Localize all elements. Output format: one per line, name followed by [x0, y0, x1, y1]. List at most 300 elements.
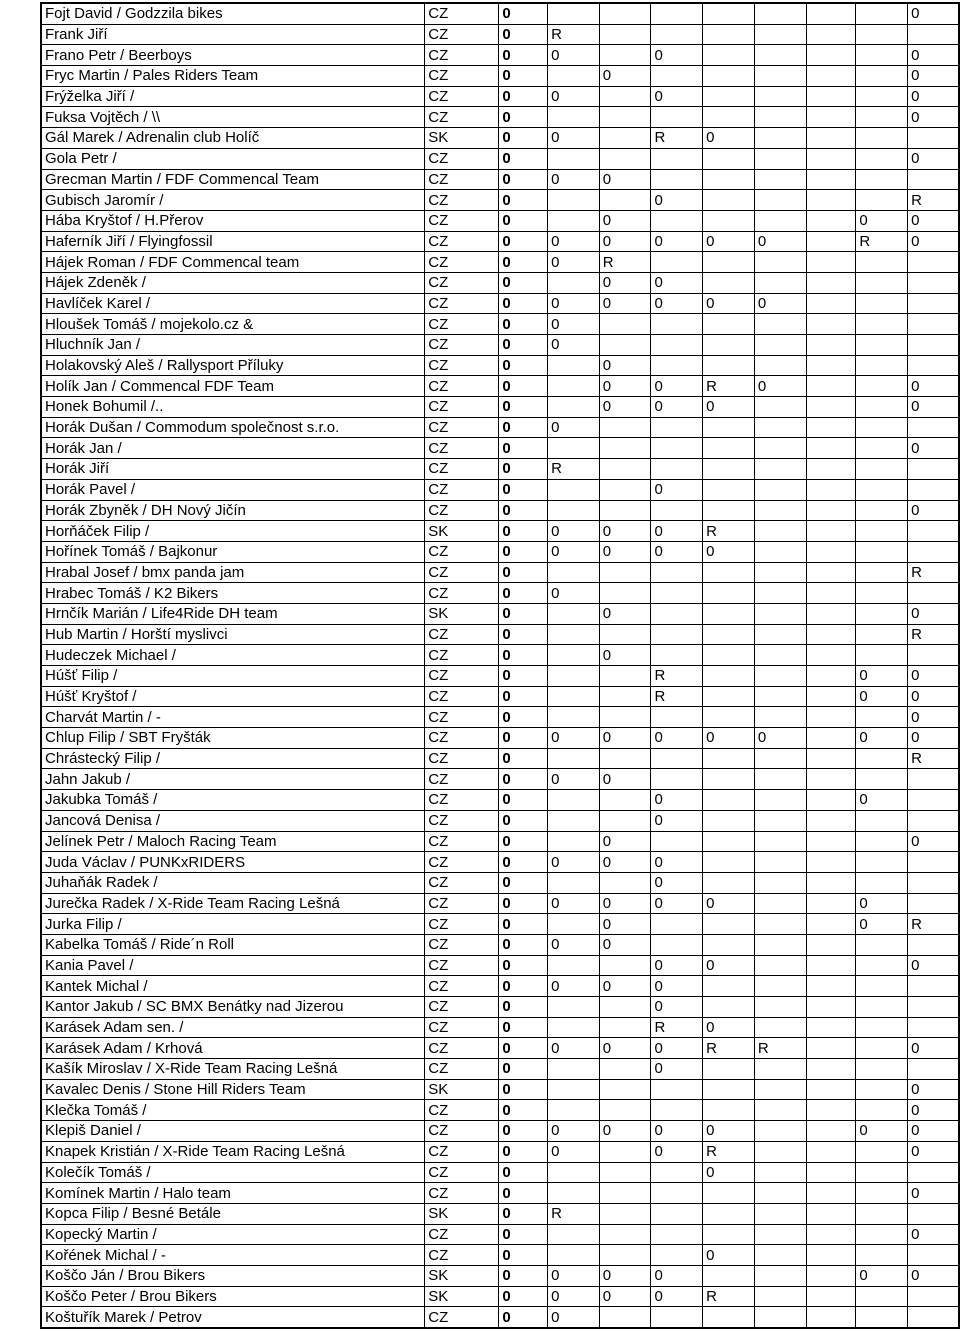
race-result-cell [754, 955, 806, 976]
score-cell: 0 [499, 355, 548, 376]
race-result-cell [651, 314, 703, 335]
country-cell: CZ [425, 810, 499, 831]
table-row [41, 976, 959, 997]
race-result-cell: 0 [651, 872, 703, 893]
country-cell: SK [425, 1203, 499, 1224]
race-result-cell [599, 748, 651, 769]
table-row [41, 852, 959, 873]
race-result-cell [651, 624, 703, 645]
race-result-cell [599, 3, 651, 24]
race-result-cell [754, 997, 806, 1018]
race-result-cell: R [703, 1038, 755, 1059]
race-result-cell [806, 1141, 856, 1162]
race-result-cell [806, 666, 856, 687]
race-result-cell [754, 707, 806, 728]
race-result-cell: 0 [908, 231, 959, 252]
score-cell: 0 [499, 1286, 548, 1307]
race-result-cell: 0 [754, 376, 806, 397]
country-cell: CZ [425, 955, 499, 976]
race-result-cell [548, 3, 600, 24]
table-row [41, 231, 959, 252]
race-result-cell [754, 3, 806, 24]
race-result-cell [754, 355, 806, 376]
race-result-cell: 0 [548, 893, 600, 914]
race-result-cell [856, 1162, 908, 1183]
race-result-cell [806, 603, 856, 624]
race-result-cell [806, 955, 856, 976]
race-result-cell: 0 [599, 210, 651, 231]
race-result-cell: 0 [599, 603, 651, 624]
score-cell: 0 [499, 1203, 548, 1224]
rider-name-cell: Fryc Martin / Pales Riders Team [41, 66, 425, 87]
race-result-cell [908, 541, 959, 562]
table-row [41, 3, 959, 24]
score-cell: 0 [499, 148, 548, 169]
table-row [41, 1224, 959, 1245]
race-result-cell [703, 1265, 755, 1286]
race-result-cell [856, 707, 908, 728]
race-result-cell [806, 355, 856, 376]
table-row [41, 66, 959, 87]
race-result-cell: 0 [651, 541, 703, 562]
race-result-cell [856, 252, 908, 273]
race-result-cell [599, 686, 651, 707]
table-row [41, 293, 959, 314]
score-cell: 0 [499, 1100, 548, 1121]
race-result-cell [599, 810, 651, 831]
race-result-cell [856, 583, 908, 604]
race-result-cell [548, 148, 600, 169]
country-cell: CZ [425, 500, 499, 521]
race-result-cell: 0 [599, 521, 651, 542]
country-cell: CZ [425, 914, 499, 935]
race-result-cell [754, 1286, 806, 1307]
race-result-cell [548, 1079, 600, 1100]
race-result-cell [806, 1059, 856, 1080]
race-result-cell: 0 [548, 231, 600, 252]
race-result-cell [754, 335, 806, 356]
country-cell: CZ [425, 852, 499, 873]
race-result-cell: 0 [599, 852, 651, 873]
race-result-cell [806, 45, 856, 66]
score-cell: 0 [499, 1038, 548, 1059]
race-result-cell [754, 190, 806, 211]
race-result-cell [703, 169, 755, 190]
rider-name-cell: Jakubka Tomáš / [41, 790, 425, 811]
race-result-cell [548, 355, 600, 376]
table-row [41, 1183, 959, 1204]
score-cell: 0 [499, 397, 548, 418]
rider-name-cell: Havlíček Karel / [41, 293, 425, 314]
race-result-cell [651, 169, 703, 190]
country-cell: CZ [425, 1017, 499, 1038]
race-result-cell [651, 769, 703, 790]
table-row [41, 934, 959, 955]
race-result-cell [856, 1141, 908, 1162]
race-result-cell [599, 1017, 651, 1038]
results-table-body [41, 3, 959, 1328]
race-result-cell [908, 272, 959, 293]
race-result-cell [754, 914, 806, 935]
rider-name-cell: Hrabec Tomáš / K2 Bikers [41, 583, 425, 604]
race-result-cell: 0 [651, 1141, 703, 1162]
rider-name-cell: Klečka Tomáš / [41, 1100, 425, 1121]
race-result-cell [806, 893, 856, 914]
country-cell: CZ [425, 190, 499, 211]
race-result-cell [754, 1245, 806, 1266]
race-result-cell: 0 [908, 500, 959, 521]
race-result-cell [703, 1224, 755, 1245]
race-result-cell [599, 1059, 651, 1080]
race-result-cell [806, 1203, 856, 1224]
race-result-cell: 0 [548, 852, 600, 873]
race-result-cell [548, 914, 600, 935]
race-result-cell: 0 [908, 210, 959, 231]
country-cell: CZ [425, 790, 499, 811]
race-result-cell [856, 1038, 908, 1059]
race-result-cell [856, 976, 908, 997]
race-result-cell [806, 417, 856, 438]
table-row [41, 955, 959, 976]
score-cell: 0 [499, 293, 548, 314]
race-result-cell: 0 [908, 1224, 959, 1245]
race-result-cell [856, 148, 908, 169]
table-row [41, 459, 959, 480]
race-result-cell [806, 976, 856, 997]
race-result-cell: 0 [548, 1038, 600, 1059]
race-result-cell: 0 [548, 934, 600, 955]
race-result-cell [548, 810, 600, 831]
score-cell: 0 [499, 645, 548, 666]
race-result-cell [806, 769, 856, 790]
table-row [41, 128, 959, 149]
score-cell: 0 [499, 1017, 548, 1038]
rider-name-cell: Hluchník Jan / [41, 335, 425, 356]
race-result-cell [806, 128, 856, 149]
race-result-cell [754, 1265, 806, 1286]
race-result-cell [806, 1265, 856, 1286]
race-result-cell: 0 [599, 541, 651, 562]
race-result-cell [806, 500, 856, 521]
race-result-cell [703, 86, 755, 107]
race-result-cell: 0 [908, 1079, 959, 1100]
race-result-cell [754, 210, 806, 231]
race-result-cell [703, 335, 755, 356]
race-result-cell: R [703, 1141, 755, 1162]
race-result-cell [754, 314, 806, 335]
race-result-cell: 0 [703, 541, 755, 562]
race-result-cell: 0 [651, 231, 703, 252]
race-result-cell: 0 [599, 355, 651, 376]
score-cell: 0 [499, 252, 548, 273]
race-result-cell: 0 [856, 790, 908, 811]
race-result-cell [908, 790, 959, 811]
race-result-cell [599, 24, 651, 45]
country-cell: CZ [425, 1141, 499, 1162]
rider-name-cell: Frank Jiří [41, 24, 425, 45]
race-result-cell [703, 479, 755, 500]
race-result-cell: 0 [703, 397, 755, 418]
table-row [41, 521, 959, 542]
race-result-cell [754, 148, 806, 169]
race-result-cell [703, 769, 755, 790]
score-cell: 0 [499, 728, 548, 749]
country-cell: CZ [425, 831, 499, 852]
race-result-cell: 0 [856, 1265, 908, 1286]
race-result-cell [599, 107, 651, 128]
race-result-cell [599, 562, 651, 583]
race-result-cell [908, 355, 959, 376]
race-result-cell [806, 934, 856, 955]
country-cell: CZ [425, 1121, 499, 1142]
race-result-cell: 0 [651, 1038, 703, 1059]
rider-name-cell: Chlup Filip / SBT Fryšták [41, 728, 425, 749]
race-result-cell [806, 707, 856, 728]
score-cell: 0 [499, 86, 548, 107]
race-result-cell: 0 [599, 976, 651, 997]
rider-name-cell: Húšť Filip / [41, 666, 425, 687]
race-result-cell: 0 [908, 86, 959, 107]
rider-name-cell: Gola Petr / [41, 148, 425, 169]
race-result-cell [548, 997, 600, 1018]
race-result-cell: R [651, 666, 703, 687]
table-row [41, 479, 959, 500]
table-row [41, 748, 959, 769]
rider-name-cell: Juhaňák Radek / [41, 872, 425, 893]
race-result-cell [548, 66, 600, 87]
race-result-cell [703, 66, 755, 87]
race-result-cell [806, 1038, 856, 1059]
race-result-cell [703, 190, 755, 211]
race-result-cell [703, 1100, 755, 1121]
table-row [41, 1141, 959, 1162]
race-result-cell [651, 748, 703, 769]
country-cell: CZ [425, 707, 499, 728]
race-result-cell [908, 934, 959, 955]
race-result-cell [908, 169, 959, 190]
race-result-cell [908, 417, 959, 438]
table-row [41, 893, 959, 914]
race-result-cell [856, 603, 908, 624]
race-result-cell: 0 [703, 955, 755, 976]
race-result-cell [856, 272, 908, 293]
race-result-cell: 0 [908, 66, 959, 87]
race-result-cell [703, 707, 755, 728]
race-result-cell [703, 1079, 755, 1100]
rider-name-cell: Kantek Michal / [41, 976, 425, 997]
country-cell: CZ [425, 666, 499, 687]
score-cell: 0 [499, 272, 548, 293]
race-result-cell [806, 748, 856, 769]
race-result-cell: 0 [908, 1100, 959, 1121]
race-result-cell [651, 1100, 703, 1121]
race-result-cell [754, 1017, 806, 1038]
race-result-cell [806, 645, 856, 666]
race-result-cell [651, 934, 703, 955]
race-result-cell [806, 210, 856, 231]
race-result-cell [806, 107, 856, 128]
race-result-cell [703, 1059, 755, 1080]
race-result-cell [806, 479, 856, 500]
country-cell: SK [425, 128, 499, 149]
race-result-cell [754, 583, 806, 604]
race-result-cell [651, 1307, 703, 1328]
race-result-cell: 0 [599, 231, 651, 252]
race-result-cell [806, 872, 856, 893]
race-result-cell [754, 893, 806, 914]
score-cell: 0 [499, 459, 548, 480]
race-result-cell [806, 1245, 856, 1266]
race-result-cell [703, 583, 755, 604]
race-result-cell [856, 624, 908, 645]
race-result-cell [599, 1141, 651, 1162]
race-result-cell [703, 1307, 755, 1328]
race-result-cell [754, 24, 806, 45]
race-result-cell [651, 603, 703, 624]
rider-name-cell: Hájek Roman / FDF Commencal team [41, 252, 425, 273]
score-cell: 0 [499, 66, 548, 87]
race-result-cell [548, 1100, 600, 1121]
score-cell: 0 [499, 335, 548, 356]
race-result-cell [856, 997, 908, 1018]
rider-name-cell: Holík Jan / Commencal FDF Team [41, 376, 425, 397]
race-result-cell [754, 1141, 806, 1162]
race-result-cell: 0 [599, 769, 651, 790]
race-result-cell: 0 [599, 1265, 651, 1286]
race-result-cell: R [703, 1286, 755, 1307]
rider-name-cell: Hudeczek Michael / [41, 645, 425, 666]
race-result-cell [651, 66, 703, 87]
race-result-cell [754, 438, 806, 459]
country-cell: CZ [425, 86, 499, 107]
country-cell: CZ [425, 3, 499, 24]
rider-name-cell: Kavalec Denis / Stone Hill Riders Team [41, 1079, 425, 1100]
race-result-cell [754, 252, 806, 273]
race-result-cell: 0 [908, 148, 959, 169]
race-result-cell [856, 479, 908, 500]
score-cell: 0 [499, 997, 548, 1018]
rider-name-cell: Koščo Peter / Brou Bikers [41, 1286, 425, 1307]
race-result-cell: 0 [908, 1038, 959, 1059]
race-result-cell [806, 583, 856, 604]
race-result-cell [856, 1286, 908, 1307]
race-result-cell [599, 479, 651, 500]
race-result-cell [806, 541, 856, 562]
race-result-cell: 0 [908, 438, 959, 459]
race-result-cell: 0 [908, 707, 959, 728]
race-result-cell [651, 355, 703, 376]
country-cell: CZ [425, 748, 499, 769]
race-result-cell [754, 45, 806, 66]
race-result-cell [856, 934, 908, 955]
country-cell: CZ [425, 293, 499, 314]
race-result-cell [856, 190, 908, 211]
country-cell: CZ [425, 45, 499, 66]
race-result-cell [908, 479, 959, 500]
race-result-cell: 0 [548, 128, 600, 149]
race-result-cell [856, 355, 908, 376]
race-result-cell: 0 [908, 107, 959, 128]
country-cell: CZ [425, 438, 499, 459]
race-result-cell: 0 [548, 169, 600, 190]
race-result-cell [548, 790, 600, 811]
race-result-cell [651, 252, 703, 273]
score-cell: 0 [499, 314, 548, 335]
rider-name-cell: Kopca Filip / Besné Betále [41, 1203, 425, 1224]
race-result-cell [856, 645, 908, 666]
race-result-cell [856, 541, 908, 562]
race-result-cell [908, 1059, 959, 1080]
table-row [41, 914, 959, 935]
race-result-cell [856, 1059, 908, 1080]
race-result-cell [599, 707, 651, 728]
country-cell: CZ [425, 24, 499, 45]
race-result-cell [908, 459, 959, 480]
table-row [41, 1162, 959, 1183]
race-result-cell [754, 934, 806, 955]
race-result-cell [703, 914, 755, 935]
score-cell: 0 [499, 1162, 548, 1183]
score-cell: 0 [499, 1245, 548, 1266]
race-result-cell [651, 1079, 703, 1100]
score-cell: 0 [499, 1141, 548, 1162]
race-result-cell [908, 1203, 959, 1224]
race-result-cell [651, 335, 703, 356]
country-cell: CZ [425, 976, 499, 997]
race-result-cell [806, 148, 856, 169]
country-cell: CZ [425, 479, 499, 500]
race-result-cell [548, 1162, 600, 1183]
race-result-cell [856, 521, 908, 542]
rider-name-cell: Hořínek Tomáš / Bajkonur [41, 541, 425, 562]
race-result-cell [754, 397, 806, 418]
race-result-cell: 0 [754, 293, 806, 314]
race-result-cell [703, 272, 755, 293]
table-row [41, 707, 959, 728]
race-result-cell [548, 666, 600, 687]
race-result-cell: 0 [651, 521, 703, 542]
race-result-cell: 0 [651, 293, 703, 314]
score-cell: 0 [499, 790, 548, 811]
table-row [41, 45, 959, 66]
race-result-cell [856, 500, 908, 521]
race-result-cell [548, 831, 600, 852]
score-cell: 0 [499, 128, 548, 149]
race-result-cell [651, 914, 703, 935]
race-result-cell [754, 1162, 806, 1183]
race-result-cell [856, 852, 908, 873]
rider-name-cell: Charvát Martin / - [41, 707, 425, 728]
race-result-cell: 0 [548, 1307, 600, 1328]
race-result-cell: 0 [548, 583, 600, 604]
race-result-cell [703, 934, 755, 955]
race-result-cell [651, 1203, 703, 1224]
race-result-cell [856, 1079, 908, 1100]
race-result-cell: 0 [703, 231, 755, 252]
country-cell: SK [425, 1265, 499, 1286]
rider-name-cell: Jurka Filip / [41, 914, 425, 935]
race-result-cell: R [703, 376, 755, 397]
score-cell: 0 [499, 169, 548, 190]
country-cell: SK [425, 521, 499, 542]
race-result-cell [754, 976, 806, 997]
race-result-cell [754, 86, 806, 107]
rider-name-cell: Koščo Ján / Brou Bikers [41, 1265, 425, 1286]
country-cell: CZ [425, 893, 499, 914]
race-result-cell: 0 [548, 1121, 600, 1142]
race-result-cell: 0 [908, 397, 959, 418]
race-result-cell: 0 [651, 1286, 703, 1307]
